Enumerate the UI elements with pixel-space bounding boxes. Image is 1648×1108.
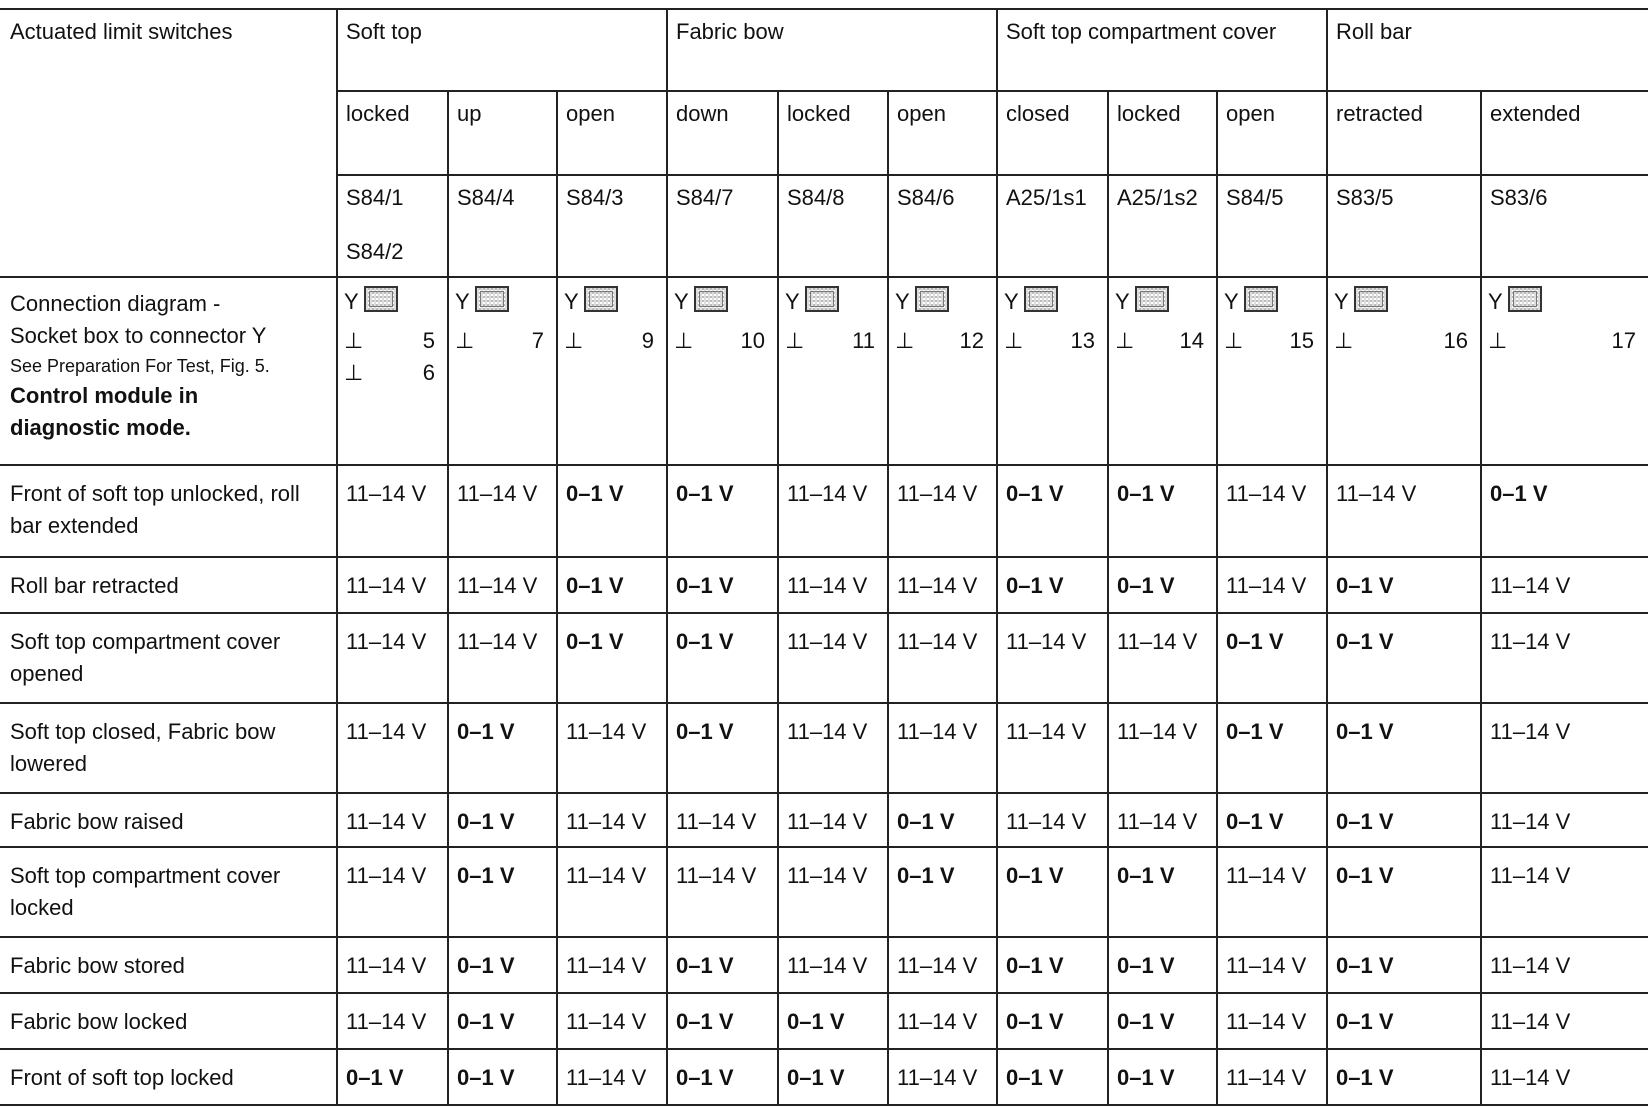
voltage-value: 0–1 V [676, 953, 734, 978]
voltage-value: 0–1 V [457, 953, 515, 978]
voltage-value: 0–1 V [1117, 573, 1175, 598]
voltage-value: 0–1 V [1117, 481, 1175, 506]
voltage-value: 11–14 V [346, 629, 427, 654]
socket-icon [1244, 286, 1278, 312]
pin-number: 16 [1443, 328, 1468, 353]
voltage-value: 11–14 V [1117, 809, 1198, 834]
voltage-value: 0–1 V [1336, 1065, 1394, 1090]
condition-label: Front of soft top locked [10, 1065, 234, 1090]
voltage-value: 0–1 V [1006, 573, 1064, 598]
table-rule [0, 464, 1648, 466]
voltage-value: 11–14 V [1226, 481, 1307, 506]
voltage-value: 11–14 V [1006, 629, 1087, 654]
voltage-value: 0–1 V [787, 1009, 845, 1034]
state-label: locked [787, 101, 851, 126]
connection-line-1: Connection diagram - [10, 291, 221, 316]
voltage-value: 0–1 V [1336, 953, 1394, 978]
voltage-value: 0–1 V [1336, 809, 1394, 834]
voltage-value: 0–1 V [566, 573, 624, 598]
voltage-value: 11–14 V [897, 1009, 978, 1034]
pin-number-extra: 6 [422, 360, 435, 385]
voltage-value: 11–14 V [346, 809, 427, 834]
voltage-value: 11–14 V [566, 953, 647, 978]
voltage-value: 11–14 V [1226, 863, 1307, 888]
ground-icon: ⊥ [1115, 328, 1135, 353]
voltage-value: 0–1 V [1336, 629, 1394, 654]
voltage-value: 0–1 V [1006, 1065, 1064, 1090]
voltage-value: 11–14 V [897, 573, 978, 598]
voltage-value: 11–14 V [1490, 1009, 1571, 1034]
pin-number: 13 [1070, 328, 1095, 353]
voltage-value: 11–14 V [1490, 863, 1571, 888]
connector-cell [556, 276, 666, 464]
voltage-value: 11–14 V [1490, 719, 1571, 744]
state-label: extended [1490, 101, 1581, 126]
table-title: Actuated limit switches [10, 19, 233, 44]
voltage-value: 11–14 V [1490, 1065, 1571, 1090]
voltage-value: 0–1 V [457, 1065, 515, 1090]
voltage-value: 0–1 V [676, 719, 734, 744]
table-rule [0, 846, 1648, 848]
connector-y-label: Y [674, 289, 689, 314]
socket-icon [915, 286, 949, 312]
voltage-value: 0–1 V [566, 629, 624, 654]
condition-label: Fabric bow raised [10, 809, 184, 834]
voltage-value: 11–14 V [457, 629, 538, 654]
switch-id: S84/8 [787, 185, 845, 210]
voltage-value: 11–14 V [897, 953, 978, 978]
voltage-value: 0–1 V [1117, 1009, 1175, 1034]
group-fabric-bow: Fabric bow [676, 19, 784, 44]
state-label: retracted [1336, 101, 1423, 126]
voltage-value: 11–14 V [346, 573, 427, 598]
voltage-value: 0–1 V [457, 1009, 515, 1034]
socket-icon [1135, 286, 1169, 312]
voltage-value: 11–14 V [1117, 629, 1198, 654]
voltage-value: 11–14 V [1226, 1065, 1307, 1090]
ground-icon: ⊥ [1224, 328, 1244, 353]
connector-y-label: Y [1115, 289, 1130, 314]
condition-label: Soft top closed, Fabric bow lowered [10, 719, 276, 776]
voltage-value: 11–14 V [1226, 1009, 1307, 1034]
voltage-value: 0–1 V [1006, 953, 1064, 978]
connection-bold-1: Control module in [10, 383, 199, 408]
table-rule [0, 1104, 1648, 1106]
pin-number: 14 [1179, 328, 1204, 353]
ground-icon: ⊥ [1334, 328, 1354, 353]
table-rule [0, 792, 1648, 794]
voltage-value: 11–14 V [1117, 719, 1198, 744]
table-rule [0, 702, 1648, 704]
state-label: down [676, 101, 729, 126]
connector-cell [1107, 276, 1216, 464]
voltage-value: 11–14 V [346, 863, 427, 888]
connection-note: See Preparation For Test, Fig. 5. [10, 356, 270, 376]
ground-icon: ⊥ [1004, 328, 1024, 353]
voltage-value: 0–1 V [346, 1065, 404, 1090]
voltage-value: 0–1 V [566, 481, 624, 506]
voltage-value: 0–1 V [1117, 1065, 1175, 1090]
connector-cell [887, 276, 996, 464]
voltage-value: 11–14 V [566, 719, 647, 744]
state-label: open [1226, 101, 1275, 126]
voltage-value: 0–1 V [1006, 863, 1064, 888]
voltage-value: 0–1 V [787, 1065, 845, 1090]
socket-icon [364, 286, 398, 312]
voltage-value: 11–14 V [1490, 629, 1571, 654]
ground-icon: ⊥ [455, 328, 475, 353]
voltage-value: 0–1 V [897, 809, 955, 834]
socket-icon [584, 286, 618, 312]
table-rule [0, 612, 1648, 614]
pin-number: 5 [422, 328, 435, 353]
voltage-value: 0–1 V [676, 1065, 734, 1090]
condition-label: Soft top compartment cover opened [10, 629, 281, 686]
voltage-value: 11–14 V [1006, 809, 1087, 834]
voltage-value: 0–1 V [1226, 719, 1284, 744]
voltage-value: 11–14 V [566, 809, 647, 834]
voltage-value: 11–14 V [676, 809, 757, 834]
connector-y-label: Y [1334, 289, 1349, 314]
connector-y-label: Y [455, 289, 470, 314]
voltage-value: 0–1 V [1226, 809, 1284, 834]
column-rule [666, 8, 668, 1104]
voltage-value: 11–14 V [676, 863, 757, 888]
voltage-value: 11–14 V [897, 1065, 978, 1090]
voltage-value: 0–1 V [676, 481, 734, 506]
voltage-value: 0–1 V [1336, 719, 1394, 744]
socket-icon [1354, 286, 1388, 312]
connector-y-label: Y [564, 289, 579, 314]
state-label: open [566, 101, 615, 126]
pin-number: 7 [531, 328, 544, 353]
voltage-value: 11–14 V [787, 719, 868, 744]
state-label: locked [1117, 101, 1181, 126]
state-label: locked [346, 101, 410, 126]
voltage-value: 11–14 V [787, 809, 868, 834]
voltage-value: 11–14 V [897, 629, 978, 654]
voltage-value: 0–1 V [897, 863, 955, 888]
switch-id: A25/1s2 [1117, 185, 1198, 210]
ground-icon: ⊥ [1488, 328, 1508, 353]
pin-number: 11 [852, 328, 875, 353]
socket-icon [1024, 286, 1058, 312]
voltage-value: 11–14 V [346, 719, 427, 744]
table-rule [0, 556, 1648, 558]
voltage-value: 0–1 V [676, 629, 734, 654]
table-rule [336, 90, 1648, 92]
condition-label: Fabric bow stored [10, 953, 185, 978]
voltage-value: 0–1 V [1336, 573, 1394, 598]
connector-cell [1216, 276, 1326, 464]
ground-icon: ⊥ [895, 328, 915, 353]
voltage-value: 11–14 V [787, 863, 868, 888]
switch-id: S84/1 [346, 185, 404, 210]
voltage-value: 11–14 V [1490, 809, 1571, 834]
voltage-value: 11–14 V [1226, 953, 1307, 978]
condition-label: Roll bar retracted [10, 573, 179, 598]
ground-icon: ⊥ [674, 328, 694, 353]
voltage-value: 0–1 V [457, 863, 515, 888]
voltage-value: 11–14 V [1006, 719, 1087, 744]
voltage-value: 0–1 V [1336, 1009, 1394, 1034]
connection-line-2: Socket box to connector Y [10, 323, 267, 348]
group-soft-top: Soft top [346, 19, 422, 44]
voltage-value: 11–14 V [457, 573, 538, 598]
column-rule [996, 8, 998, 1104]
voltage-value: 11–14 V [566, 1009, 647, 1034]
voltage-value: 0–1 V [457, 719, 515, 744]
connector-y-label: Y [895, 289, 910, 314]
voltage-value: 11–14 V [787, 573, 868, 598]
table-rule [0, 992, 1648, 994]
voltage-value: 0–1 V [1117, 953, 1175, 978]
voltage-value: 11–14 V [787, 953, 868, 978]
socket-icon [694, 286, 728, 312]
connector-y-label: Y [344, 289, 359, 314]
pin-number: 17 [1611, 328, 1636, 353]
voltage-value: 11–14 V [566, 1065, 647, 1090]
switch-id: S84/7 [676, 185, 734, 210]
voltage-value: 11–14 V [346, 1009, 427, 1034]
socket-icon [475, 286, 509, 312]
table-rule [0, 1048, 1648, 1050]
voltage-value: 0–1 V [1006, 481, 1064, 506]
group-roll-bar: Roll bar [1336, 19, 1412, 44]
connection-bold-2: diagnostic mode. [10, 415, 191, 440]
switch-id: S84/5 [1226, 185, 1284, 210]
column-rule [1326, 8, 1328, 1104]
voltage-value: 0–1 V [1226, 629, 1284, 654]
connector-y-label: Y [1488, 289, 1503, 314]
ground-icon: ⊥ [785, 328, 805, 353]
voltage-value: 11–14 V [346, 481, 427, 506]
switch-id: S84/6 [897, 185, 955, 210]
voltage-value: 11–14 V [897, 481, 978, 506]
connector-cell [447, 276, 556, 464]
voltage-value: 11–14 V [1490, 573, 1571, 598]
table-rule [336, 174, 1648, 176]
voltage-value: 11–14 V [457, 481, 538, 506]
voltage-value: 11–14 V [897, 719, 978, 744]
voltage-value: 0–1 V [457, 809, 515, 834]
column-rule [336, 8, 338, 1104]
voltage-value: 0–1 V [676, 573, 734, 598]
table-rule [0, 8, 1648, 10]
voltage-value: 11–14 V [346, 953, 427, 978]
condition-label: Fabric bow locked [10, 1009, 188, 1034]
state-label: closed [1006, 101, 1070, 126]
pin-number: 15 [1289, 328, 1314, 353]
connection-label [0, 288, 330, 444]
connector-cell [777, 276, 887, 464]
ground-icon: ⊥ [344, 328, 364, 353]
voltage-value: 11–14 V [566, 863, 647, 888]
pin-number: 10 [740, 328, 765, 353]
voltage-value: 11–14 V [1336, 481, 1417, 506]
ground-icon: ⊥ [344, 360, 364, 385]
voltage-value: 0–1 V [1117, 863, 1175, 888]
state-label: up [457, 101, 482, 126]
voltage-value: 0–1 V [676, 1009, 734, 1034]
condition-label: Soft top compartment cover locked [10, 863, 281, 920]
connector-cell [336, 276, 447, 464]
connector-cell [1480, 276, 1648, 464]
voltage-value: 11–14 V [787, 629, 868, 654]
switch-id: S83/6 [1490, 185, 1548, 210]
voltage-value: 11–14 V [787, 481, 868, 506]
connector-cell [666, 276, 777, 464]
connector-y-label: Y [1224, 289, 1239, 314]
switch-id: A25/1s1 [1006, 185, 1087, 210]
switch-id: S84/4 [457, 185, 515, 210]
ground-icon: ⊥ [564, 328, 584, 353]
voltage-value: 11–14 V [1226, 573, 1307, 598]
connector-y-label: Y [785, 289, 800, 314]
switch-id: S84/3 [566, 185, 624, 210]
connector-cell [996, 276, 1107, 464]
voltage-value: 11–14 V [1490, 953, 1571, 978]
voltage-value: 0–1 V [1006, 1009, 1064, 1034]
group-compartment-cover: Soft top compartment cover [1006, 19, 1277, 44]
connector-y-label: Y [1004, 289, 1019, 314]
switch-id-extra: S84/2 [346, 239, 404, 264]
socket-icon [805, 286, 839, 312]
state-label: open [897, 101, 946, 126]
pin-number: 12 [959, 328, 984, 353]
condition-label: Front of soft top unlocked, roll bar extended [10, 481, 300, 538]
table-rule [0, 936, 1648, 938]
pin-number: 9 [641, 328, 654, 353]
connector-cell [1326, 276, 1480, 464]
voltage-value: 0–1 V [1336, 863, 1394, 888]
socket-icon [1508, 286, 1542, 312]
voltage-value: 0–1 V [1490, 481, 1548, 506]
switch-id: S83/5 [1336, 185, 1394, 210]
